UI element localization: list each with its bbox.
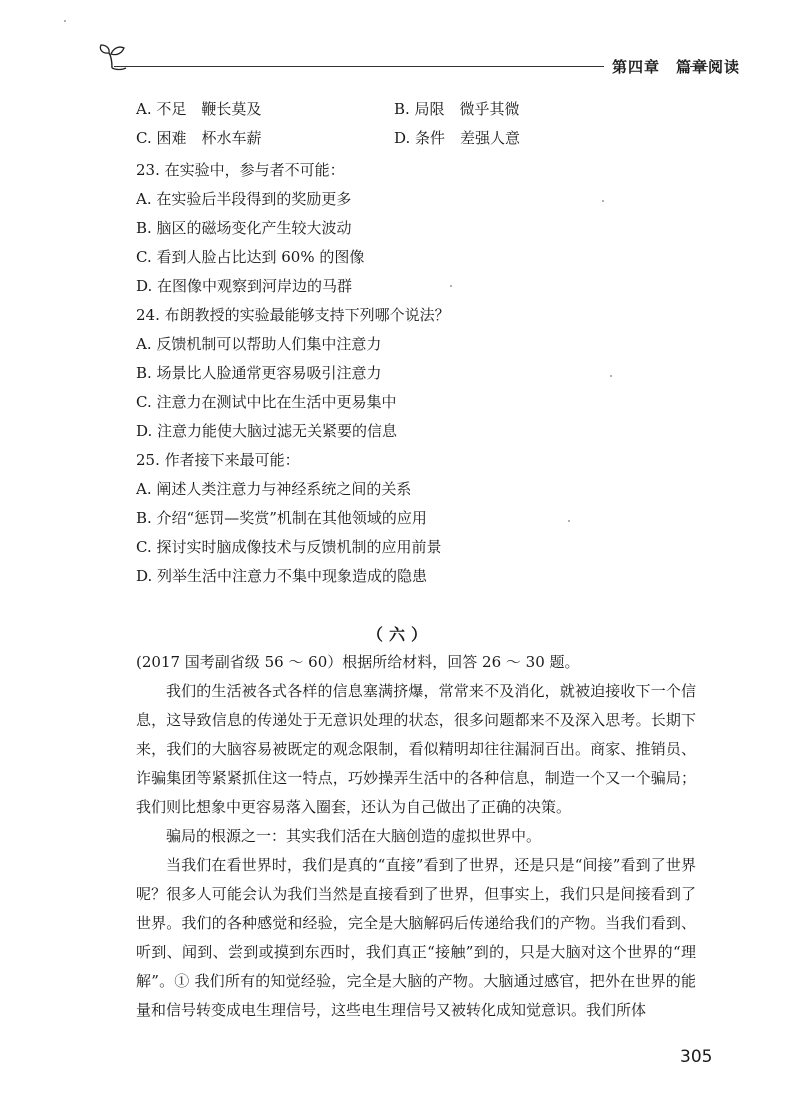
q24-stem: 24. 布朗教授的实验最能够支持下列哪个说法？ [136,306,450,324]
q25-option-b: B. 介绍“惩罚—奖赏”机制在其他领域的应用 [136,509,427,527]
q22-options-row-2 [136,127,696,156]
header-rule-right [690,66,708,67]
page-number: 305 [680,1047,713,1067]
scan-speck [568,520,570,522]
q24-option-a: A. 反馈机制可以帮助人们集中注意力 [136,335,382,353]
q25-option-c: C. 探讨实时脑成像技术与反馈机制的应用前景 [136,538,442,556]
q25-stem: 25. 作者接下来最可能： [136,451,300,469]
q22-options-row-1 [136,98,696,127]
q22-option-c: C. 困难 杯水车薪 [136,129,262,147]
q23-option-a: A. 在实验后半段得到的奖励更多 [136,190,352,208]
section-title: （六） [366,625,433,644]
q23-option-c: C. 看到人脸占比达到 60% 的图像 [136,248,365,266]
q23-stem: 23. 在实验中，参与者不可能： [136,161,345,179]
header-rule-left [114,66,604,67]
chapter-title: 第四章 篇章阅读 [612,58,741,76]
q25-option-a: A. 阐述人类注意力与神经系统之间的关系 [136,480,412,498]
q23-option-b: B. 脑区的磁场变化产生较大波动 [136,219,352,237]
q24-option-d: D. 注意力能使大脑过滤无关紧要的信息 [136,422,398,440]
paragraph-3: 当我们在看世界时，我们是真的“直接”看到了世界，还是只是“间接”看到了世界呢？很多人可能会认为我们当然是直接看到了世界，但事实上，我们只是间接看到了世界。我们的各种感觉和经验，完全是大脑解码后传递给我们的产物。当我们看到、听到、闻到、尝到或摸到东西时，我们真正“接触”到的，只是大脑对这个世界的“理解”。① 我们所有的知觉经验，完全是大脑的产物。大脑通过感官，把外在世界的能量和信号转变成电生理信号，这些电生理信号又被转化成知觉意识。我们所体 [136,856,696,1019]
q24-option-b: B. 场景比人脸通常更容易吸引注意力 [136,364,382,382]
q22-option-b: B. 局限 微乎其微 [394,100,520,118]
scan-speck [64,20,66,22]
q24-option-c: C. 注意力在测试中比在生活中更易集中 [136,393,397,411]
scan-speck [450,285,452,287]
section-intro: (2017 国考副省级 56 ～ 60）根据所给材料，回答 26 ～ 30 题。 [136,653,580,671]
q23-option-d: D. 在图像中观察到河岸边的马群 [136,277,353,295]
q25-option-d: D. 列举生活中注意力不集中现象造成的隐患 [136,567,428,585]
page-header [96,30,741,80]
q22-option-d: D. 条件 差强人意 [394,129,521,147]
paragraph-2: 骗局的根源之一：其实我们活在大脑创造的虚拟世界中。 [166,827,542,845]
paragraph-1: 我们的生活被各式各样的信息塞满挤爆，常常来不及消化，就被迫接收下一个信息，这导致信息的传递处于无意识处理的状态，很多问题都来不及深入思考。长期下来，我们的大脑容易被既定的观念限制，看似精明却往往漏洞百出。商家、推销员、诈骗集团等紧紧抓住这一特点，巧妙操弄生活中的各种信息，制造一个又一个骗局；我们则比想象中更容易落入圈套，还认为自己做出了正确的决策。 [136,682,696,816]
q22-option-a: A. 不足 鞭长莫及 [136,100,262,118]
scan-speck [610,375,612,377]
scan-speck [602,200,604,202]
